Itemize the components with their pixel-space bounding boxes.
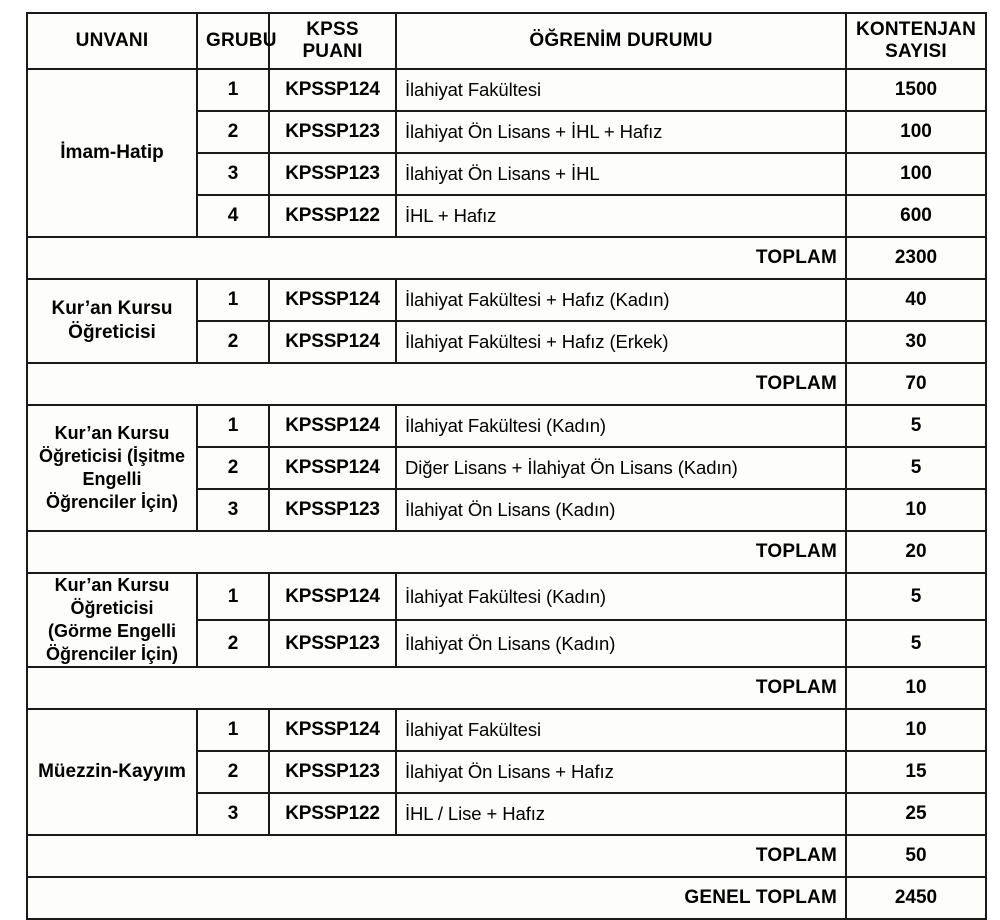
group-number-cell: 4: [197, 195, 269, 237]
table-body: [27, 69, 986, 919]
education-requirement-cell: İlahiyat Ön Lisans (Kadın): [396, 620, 846, 667]
section-total-value: 70: [846, 363, 986, 405]
section-total-label: TOPLAM: [27, 835, 846, 877]
group-number-cell: 2: [197, 751, 269, 793]
quota-count-cell: 600: [846, 195, 986, 237]
position-title-cell: Kur’an Kursu Öğreticisi (İşitme Engelli Öğrenciler İçin): [27, 405, 197, 531]
kpss-score-type-cell: KPSSP123: [269, 489, 396, 531]
kpss-score-type-cell: KPSSP123: [269, 153, 396, 195]
quota-count-cell: 10: [846, 489, 986, 531]
education-requirement-cell: İlahiyat Fakültesi: [396, 69, 846, 111]
grand-total-label: GENEL TOPLAM: [27, 877, 846, 919]
section-total-value: 20: [846, 531, 986, 573]
kpss-score-type-cell: KPSSP124: [269, 709, 396, 751]
education-requirement-cell: İlahiyat Fakültesi (Kadın): [396, 573, 846, 620]
group-number-cell: 3: [197, 489, 269, 531]
table-row: [27, 573, 986, 620]
table-row: [27, 405, 986, 447]
kpss-score-type-cell: KPSSP122: [269, 793, 396, 835]
quota-count-cell: 5: [846, 405, 986, 447]
header-row: [27, 13, 986, 69]
quota-count-cell: 30: [846, 321, 986, 363]
column-header-grubu: GRUBU: [197, 13, 269, 69]
section-total-label: TOPLAM: [27, 667, 846, 709]
position-title-cell: Kur’an Kursu Öğreticisi: [27, 279, 197, 363]
kpss-score-type-cell: KPSSP123: [269, 620, 396, 667]
group-number-cell: 1: [197, 405, 269, 447]
education-requirement-cell: Diğer Lisans + İlahiyat Ön Lisans (Kadın): [396, 447, 846, 489]
group-number-cell: 1: [197, 279, 269, 321]
section-total-row: [27, 531, 986, 573]
section-total-row: [27, 667, 986, 709]
group-number-cell: 2: [197, 111, 269, 153]
quota-count-cell: 5: [846, 620, 986, 667]
section-total-value: 10: [846, 667, 986, 709]
section-total-label: TOPLAM: [27, 531, 846, 573]
kpss-score-type-cell: KPSSP124: [269, 573, 396, 620]
position-title-cell: İmam-Hatip: [27, 69, 197, 237]
quota-count-cell: 10: [846, 709, 986, 751]
quota-count-cell: 100: [846, 111, 986, 153]
education-requirement-cell: İHL + Hafız: [396, 195, 846, 237]
kpss-score-type-cell: KPSSP123: [269, 751, 396, 793]
quota-count-cell: 100: [846, 153, 986, 195]
group-number-cell: 1: [197, 573, 269, 620]
kpss-score-type-cell: KPSSP124: [269, 447, 396, 489]
quota-count-cell: 25: [846, 793, 986, 835]
kpss-score-type-cell: KPSSP124: [269, 321, 396, 363]
section-total-row: [27, 237, 986, 279]
education-requirement-cell: İlahiyat Ön Lisans + Hafız: [396, 751, 846, 793]
quota-count-cell: 15: [846, 751, 986, 793]
position-title-cell: Kur’an Kursu Öğreticisi (Görme Engelli Öğrenciler İçin): [27, 573, 197, 667]
group-number-cell: 3: [197, 793, 269, 835]
kpss-score-type-cell: KPSSP123: [269, 111, 396, 153]
kpss-score-type-cell: KPSSP124: [269, 69, 396, 111]
quota-count-cell: 5: [846, 573, 986, 620]
education-requirement-cell: İlahiyat Fakültesi + Hafız (Kadın): [396, 279, 846, 321]
table-row: [27, 69, 986, 111]
kpss-quota-table-wrapper: [26, 12, 985, 920]
column-header-kpss-puani: KPSS PUANI: [269, 13, 396, 69]
group-number-cell: 2: [197, 447, 269, 489]
group-number-cell: 2: [197, 620, 269, 667]
grand-total-value: 2450: [846, 877, 986, 919]
education-requirement-cell: İlahiyat Fakültesi + Hafız (Erkek): [396, 321, 846, 363]
quota-count-cell: 40: [846, 279, 986, 321]
kpss-quota-table: [26, 12, 987, 920]
quota-count-cell: 5: [846, 447, 986, 489]
section-total-value: 50: [846, 835, 986, 877]
section-total-row: [27, 835, 986, 877]
column-header-kontenjan-sayisi: KONTENJAN SAYISI: [846, 13, 986, 69]
group-number-cell: 3: [197, 153, 269, 195]
section-total-value: 2300: [846, 237, 986, 279]
quota-count-cell: 1500: [846, 69, 986, 111]
kpss-score-type-cell: KPSSP124: [269, 405, 396, 447]
section-total-label: TOPLAM: [27, 363, 846, 405]
group-number-cell: 1: [197, 69, 269, 111]
education-requirement-cell: İlahiyat Ön Lisans + İHL + Hafız: [396, 111, 846, 153]
column-header-ogrenim-durumu: ÖĞRENİM DURUMU: [396, 13, 846, 69]
education-requirement-cell: İlahiyat Fakültesi: [396, 709, 846, 751]
grand-total-row: [27, 877, 986, 919]
kpss-score-type-cell: KPSSP122: [269, 195, 396, 237]
education-requirement-cell: İlahiyat Fakültesi (Kadın): [396, 405, 846, 447]
position-title-cell: Müezzin-Kayyım: [27, 709, 197, 835]
table-header: [27, 13, 986, 69]
group-number-cell: 1: [197, 709, 269, 751]
section-total-row: [27, 363, 986, 405]
education-requirement-cell: İHL / Lise + Hafız: [396, 793, 846, 835]
kpss-score-type-cell: KPSSP124: [269, 279, 396, 321]
table-row: [27, 279, 986, 321]
column-header-unvani: UNVANI: [27, 13, 197, 69]
education-requirement-cell: İlahiyat Ön Lisans + İHL: [396, 153, 846, 195]
education-requirement-cell: İlahiyat Ön Lisans (Kadın): [396, 489, 846, 531]
table-row: [27, 709, 986, 751]
section-total-label: TOPLAM: [27, 237, 846, 279]
group-number-cell: 2: [197, 321, 269, 363]
